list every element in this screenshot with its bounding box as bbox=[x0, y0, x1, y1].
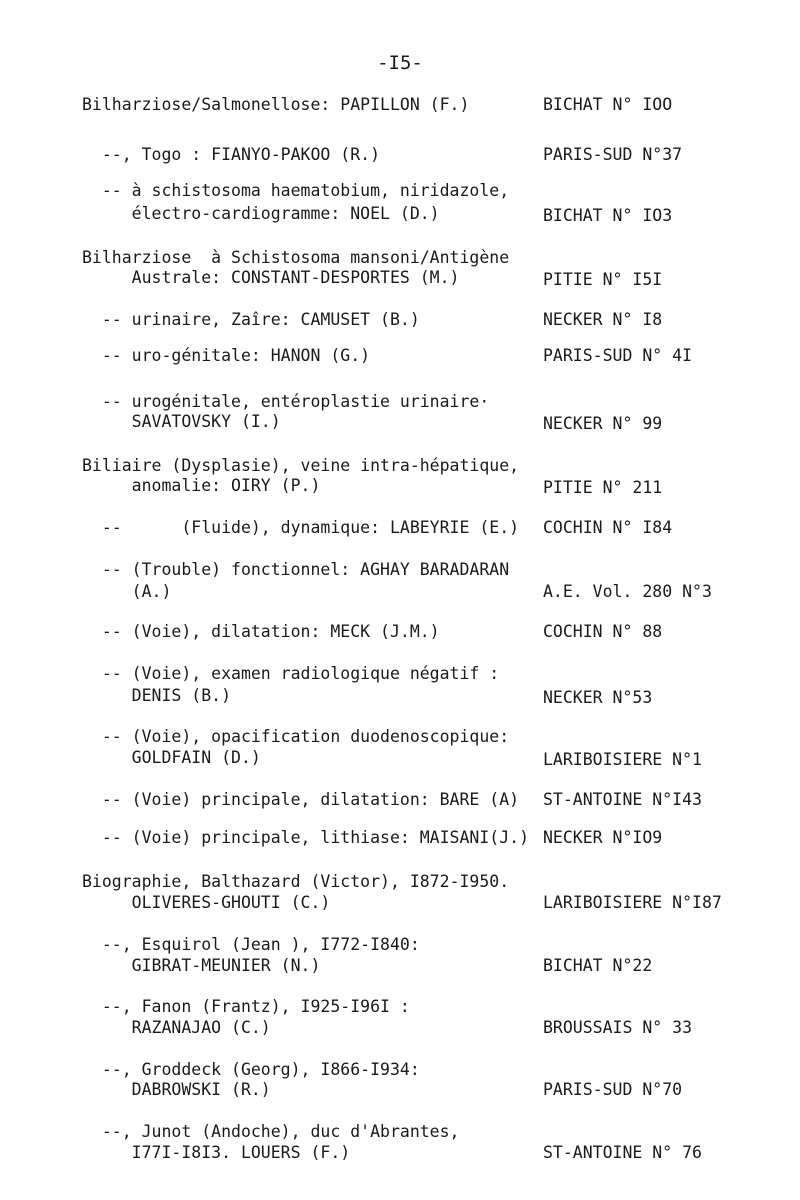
entry-reference: ST-ANTOINE N°I43 bbox=[543, 790, 702, 809]
entry-line: --, Groddeck (Georg), I866-I934: bbox=[82, 1060, 420, 1079]
entry-reference: ST-ANTOINE N° 76 bbox=[543, 1143, 702, 1162]
entry-line: anomalie: OIRY (P.) bbox=[82, 476, 321, 495]
entry-line: -- (Voie), opacification duodenoscopique: bbox=[82, 727, 510, 746]
entry-reference: BICHAT N°22 bbox=[543, 956, 653, 975]
entry-line: Bilharziose à Schistosoma mansoni/Antigène bbox=[82, 248, 510, 267]
entry-line: -- (Voie), examen radiologique négatif : bbox=[82, 664, 500, 683]
entry-reference: PITIE N° I5I bbox=[543, 270, 663, 289]
entry-line: DENIS (B.) bbox=[82, 686, 232, 705]
entry-line: -- urogénitale, entéroplastie urinaire· bbox=[82, 392, 490, 411]
entry-line: --, Junot (Andoche), duc d'Abrantes, bbox=[82, 1122, 460, 1141]
entry-reference: PITIE N° 211 bbox=[543, 478, 663, 497]
entry-line: --, Togo : FIANYO-PAKOO (R.) bbox=[82, 145, 381, 164]
entry-line: (A.) bbox=[82, 582, 172, 601]
entry-line: SAVATOVSKY (I.) bbox=[82, 412, 281, 431]
entry-line: électro-cardiogramme: NOEL (D.) bbox=[82, 204, 440, 223]
entry-line: --, Esquirol (Jean ), I772-I840: bbox=[82, 935, 420, 954]
entry-line: --, Fanon (Frantz), I925-I96I : bbox=[82, 997, 410, 1016]
entry-reference: PARIS-SUD N°37 bbox=[543, 145, 683, 164]
entry-line: -- (Voie) principale, lithiase: MAISANI(J.) bbox=[82, 828, 530, 847]
entry-reference: LARIBOISIERE N°1 bbox=[543, 750, 702, 769]
entry-line: RAZANAJAO (C.) bbox=[82, 1018, 271, 1037]
entry-line: -- urinaire, Zaîre: CAMUSET (B.) bbox=[82, 310, 420, 329]
entry-reference: COCHIN N° I84 bbox=[543, 518, 673, 537]
entry-reference: COCHIN N° 88 bbox=[543, 622, 663, 641]
entry-reference: PARIS-SUD N°70 bbox=[543, 1080, 683, 1099]
entry-line: Biographie, Balthazard (Victor), I872-I950. bbox=[82, 872, 510, 891]
entry-line: Bilharziose/Salmonellose: PAPILLON (F.) bbox=[82, 95, 470, 114]
page-number: -I5- bbox=[377, 52, 423, 74]
entry-line: -- uro-génitale: HANON (G.) bbox=[82, 346, 371, 365]
entry-line: -- à schistosoma haematobium, niridazole, bbox=[82, 181, 510, 200]
entry-line: -- (Trouble) fonctionnel: AGHAY BARADARAN bbox=[82, 560, 510, 579]
entry-line: Australe: CONSTANT-DESPORTES (M.) bbox=[82, 268, 460, 287]
entry-line: Biliaire (Dysplasie), veine intra-hépatique, bbox=[82, 456, 520, 475]
entry-reference: NECKER N°53 bbox=[543, 688, 653, 707]
entry-reference: NECKER N° 99 bbox=[543, 414, 663, 433]
entry-reference: NECKER N° I8 bbox=[543, 310, 663, 329]
entry-reference: BICHAT N° IO3 bbox=[543, 206, 673, 225]
entry-reference: NECKER N°IO9 bbox=[543, 828, 663, 847]
entry-reference: BICHAT N° IOO bbox=[543, 95, 673, 114]
entry-line: -- (Voie), dilatation: MECK (J.M.) bbox=[82, 622, 440, 641]
entry-line: GIBRAT-MEUNIER (N.) bbox=[82, 956, 321, 975]
entry-line: I77I-I8I3. LOUERS (F.) bbox=[82, 1143, 351, 1162]
entry-reference: PARIS-SUD N° 4I bbox=[543, 346, 693, 365]
entry-line: OLIVERES-GHOUTI (C.) bbox=[82, 893, 331, 912]
entry-reference: BROUSSAIS N° 33 bbox=[543, 1018, 693, 1037]
entry-line: DABROWSKI (R.) bbox=[82, 1080, 271, 1099]
entry-reference: LARIBOISIERE N°I87 bbox=[543, 893, 722, 912]
entry-line: GOLDFAIN (D.) bbox=[82, 748, 261, 767]
entry-line: -- (Voie) principale, dilatation: BARE (A) bbox=[82, 790, 520, 809]
entry-reference: A.E. Vol. 280 N°3 bbox=[543, 582, 712, 601]
entry-line: -- (Fluide), dynamique: LABEYRIE (E.) bbox=[82, 518, 520, 537]
